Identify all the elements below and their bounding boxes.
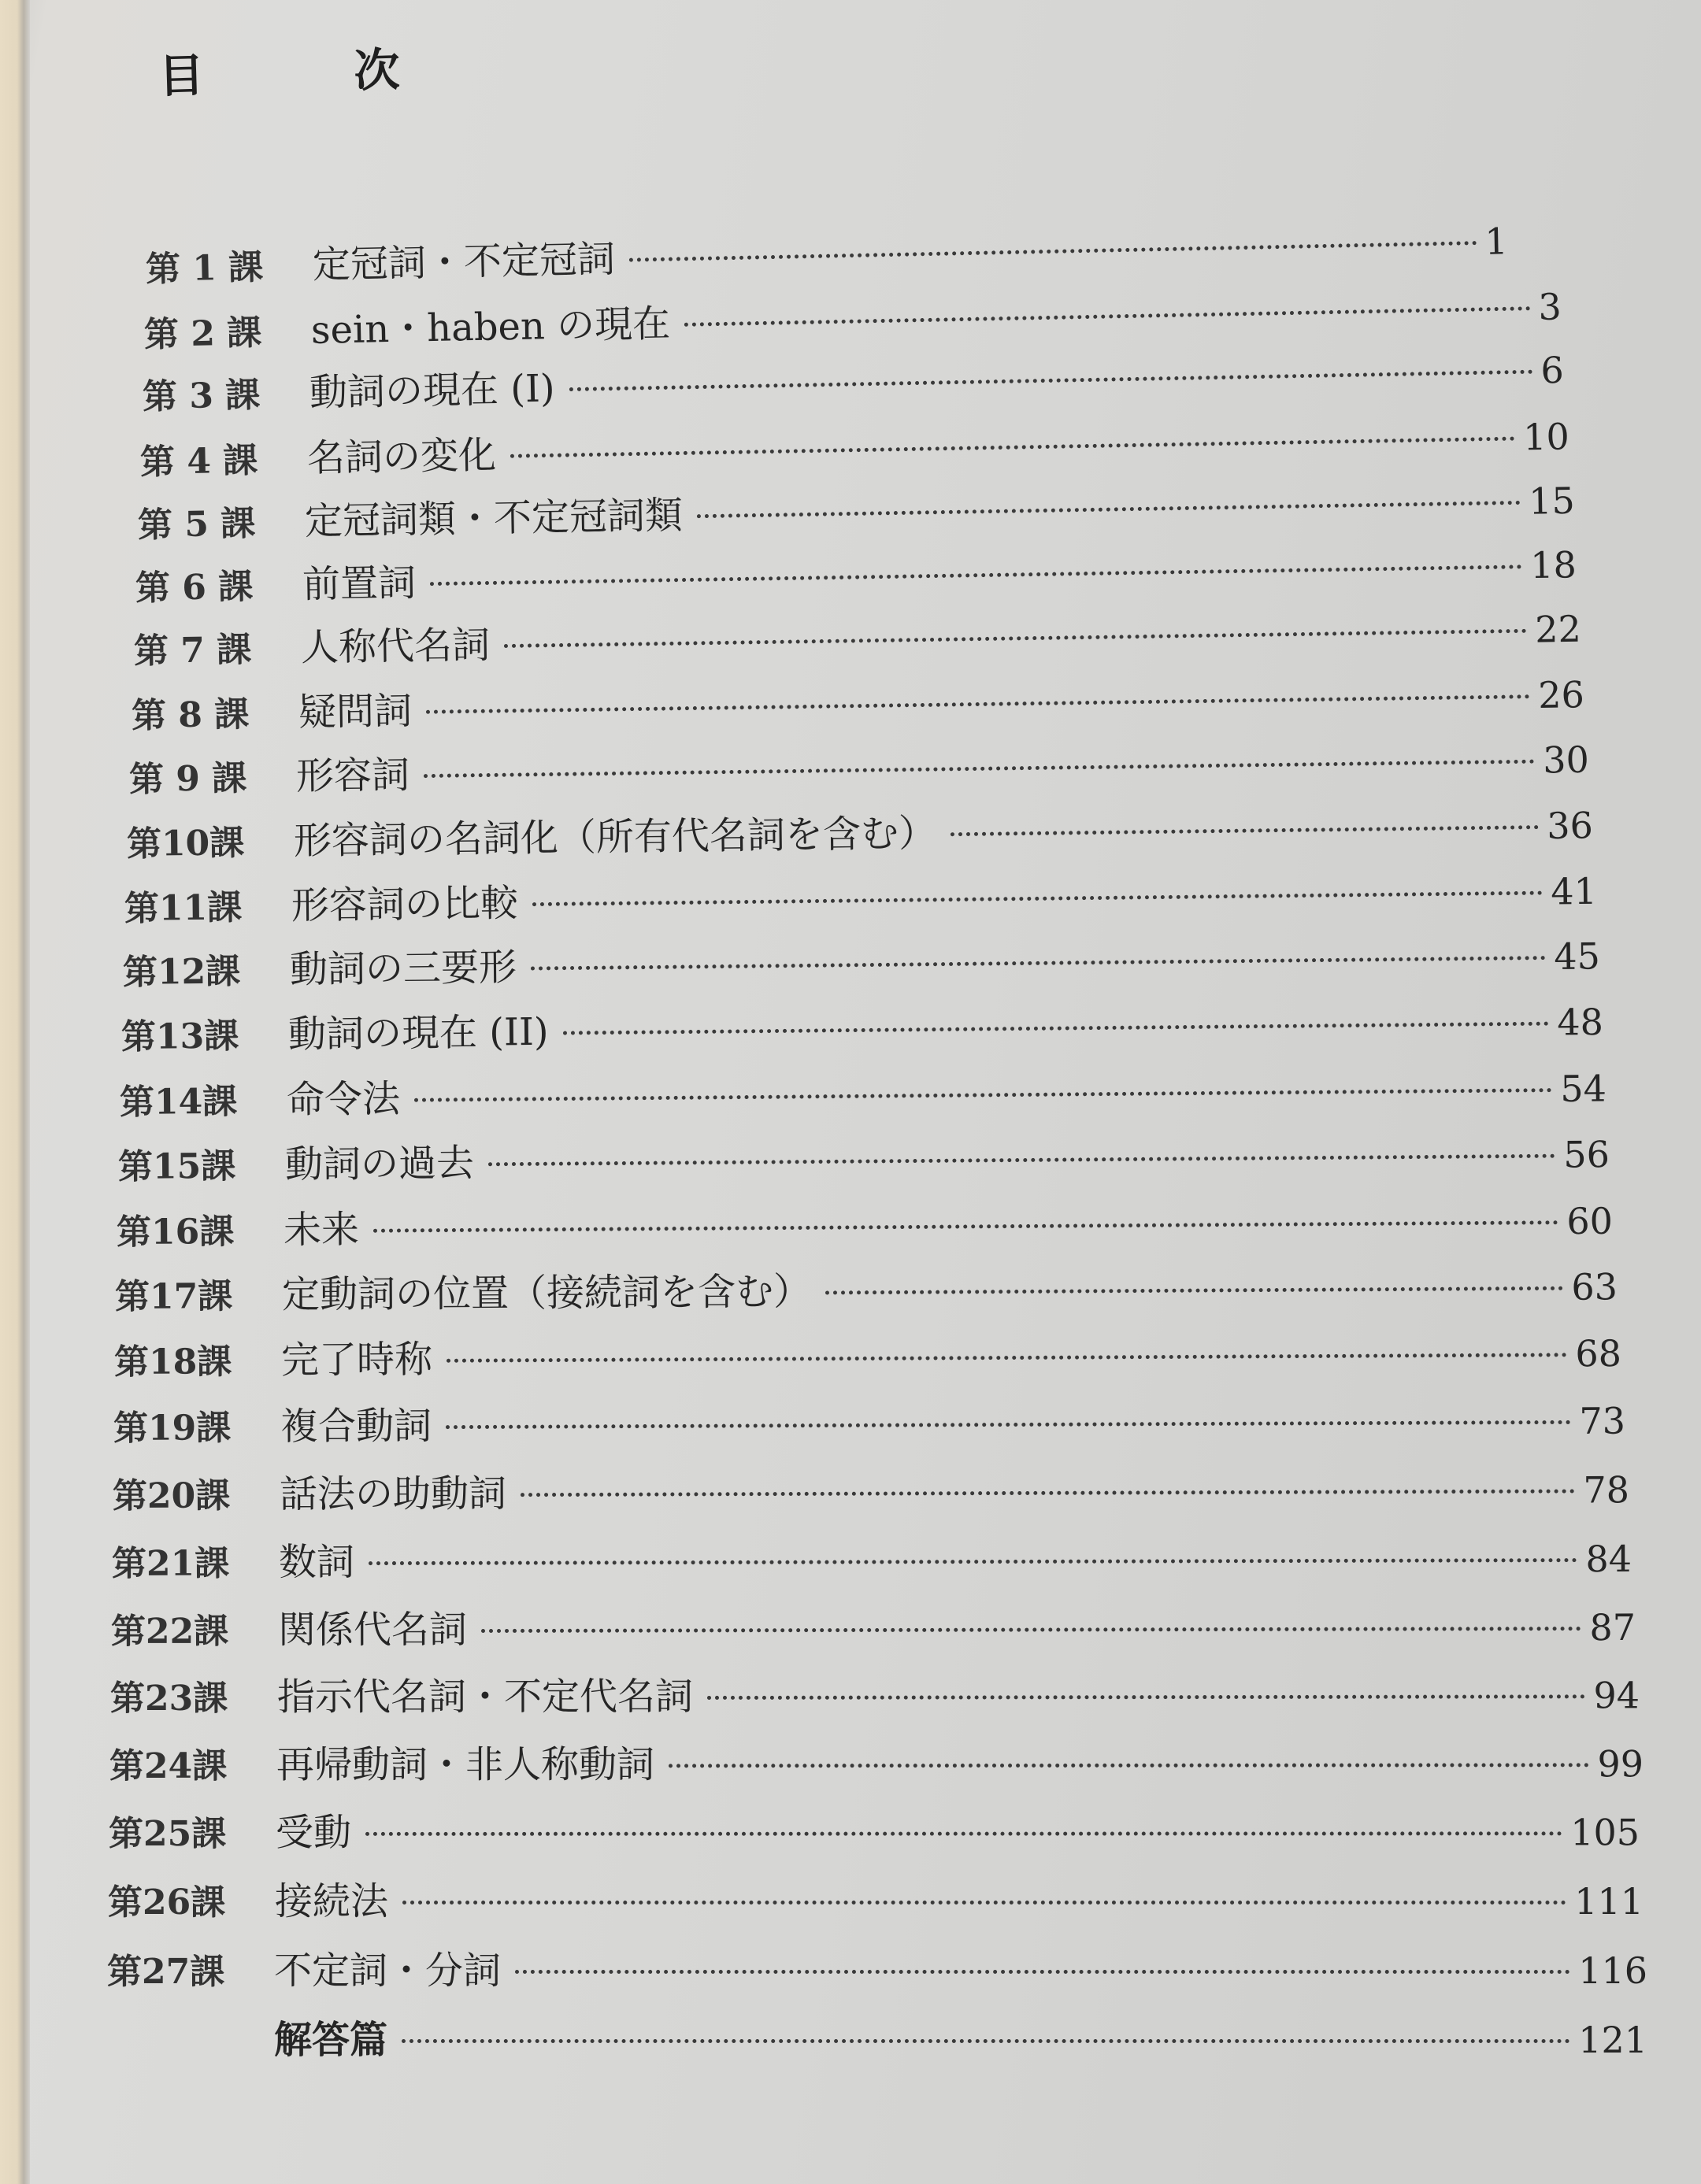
page-number: 6 bbox=[1540, 348, 1565, 392]
toc-entry bbox=[127, 797, 1594, 872]
lesson-title: 複合動詞 bbox=[280, 1404, 432, 1449]
toc-entry bbox=[114, 1325, 1621, 1390]
page-number: 3 bbox=[1537, 285, 1562, 329]
lesson-number: 第15課 bbox=[117, 1146, 236, 1187]
lesson-title: 動詞の三要形 bbox=[289, 945, 517, 992]
page-number: 60 bbox=[1566, 1199, 1614, 1243]
toc-entry bbox=[107, 1942, 1647, 1999]
dot-leader bbox=[563, 1022, 1550, 1035]
lesson-number: 第11課 bbox=[124, 887, 243, 929]
dot-leader bbox=[684, 306, 1530, 327]
lesson-title: 命令法 bbox=[286, 1076, 401, 1123]
dot-leader bbox=[531, 956, 1546, 971]
lesson-title: 動詞の過去 bbox=[284, 1141, 475, 1187]
page-number: 22 bbox=[1534, 607, 1582, 651]
toc-entry bbox=[108, 1873, 1644, 1930]
dot-leader bbox=[504, 629, 1527, 648]
toc-entry bbox=[113, 1461, 1629, 1523]
dot-leader bbox=[424, 760, 1535, 778]
page-number: 26 bbox=[1537, 673, 1585, 717]
lesson-title: 名詞の変化 bbox=[306, 433, 497, 481]
toc-entry bbox=[131, 666, 1584, 743]
page-number: 48 bbox=[1557, 1000, 1604, 1044]
lesson-title: 再帰動詞・非人称動詞 bbox=[276, 1742, 655, 1787]
dot-leader bbox=[825, 1286, 1563, 1295]
lesson-title: sein・haben の現在 bbox=[310, 302, 671, 353]
dot-leader bbox=[521, 1490, 1575, 1497]
lesson-title: 前置詞 bbox=[302, 561, 417, 607]
dot-leader bbox=[532, 891, 1543, 907]
lesson-number: 第 1 課 bbox=[145, 247, 264, 290]
toc-entry bbox=[113, 1393, 1625, 1456]
lesson-number: 第26課 bbox=[108, 1882, 226, 1923]
toc-entry bbox=[118, 1126, 1610, 1194]
dot-leader bbox=[629, 241, 1477, 262]
lesson-title: 形容詞の名詞化（所有代名詞を含む） bbox=[293, 811, 937, 864]
page-number: 111 bbox=[1574, 1880, 1644, 1923]
dot-leader bbox=[430, 565, 1522, 586]
toc-entry bbox=[121, 994, 1604, 1064]
lesson-title: 完了時称 bbox=[280, 1337, 433, 1383]
page-number: 99 bbox=[1597, 1742, 1644, 1786]
page-number: 1 bbox=[1484, 220, 1509, 263]
page-number: 63 bbox=[1571, 1265, 1618, 1309]
lesson-title: 動詞の現在 (II) bbox=[287, 1009, 549, 1057]
lesson-number: 第 3 課 bbox=[142, 375, 261, 417]
toc-entry bbox=[129, 731, 1590, 807]
toc-entry bbox=[109, 1804, 1640, 1861]
lesson-title: 形容詞 bbox=[295, 753, 410, 799]
page-number: 68 bbox=[1575, 1331, 1622, 1375]
page-number: 30 bbox=[1542, 738, 1590, 782]
lesson-title: 受動 bbox=[275, 1810, 352, 1855]
dot-leader bbox=[697, 501, 1521, 518]
page-number: 84 bbox=[1585, 1537, 1632, 1581]
page-number: 41 bbox=[1551, 869, 1598, 913]
lesson-title: 未来 bbox=[283, 1207, 360, 1253]
lesson-title: 関係代名詞 bbox=[277, 1608, 468, 1653]
page-number: 78 bbox=[1583, 1468, 1630, 1512]
toc-entry bbox=[110, 1667, 1640, 1726]
dot-leader bbox=[669, 1763, 1589, 1768]
lesson-number: 第 7 課 bbox=[133, 629, 252, 672]
lesson-title: 定冠詞類・不定冠詞類 bbox=[304, 493, 684, 544]
toc-entry bbox=[120, 1061, 1607, 1130]
lesson-title: 動詞の現在 (I) bbox=[309, 366, 556, 416]
lesson-title: 指示代名詞・不定代名詞 bbox=[276, 1674, 694, 1719]
lesson-number: 第 6 課 bbox=[135, 566, 254, 609]
dot-leader bbox=[447, 1353, 1567, 1362]
lesson-number: 第 2 課 bbox=[143, 313, 262, 355]
dot-leader bbox=[707, 1694, 1585, 1700]
dot-leader bbox=[402, 1901, 1566, 1905]
toc-entry bbox=[109, 1735, 1644, 1793]
lesson-number: 第18課 bbox=[113, 1342, 232, 1383]
lesson-number: 第14課 bbox=[119, 1081, 238, 1123]
dot-leader bbox=[951, 825, 1539, 836]
lesson-number: 第20課 bbox=[112, 1475, 231, 1516]
lesson-number: 第27課 bbox=[107, 1952, 225, 1992]
lesson-number: 第19課 bbox=[113, 1408, 232, 1449]
page-number: 121 bbox=[1578, 2019, 1647, 2061]
dot-leader bbox=[414, 1088, 1552, 1102]
toc-entry bbox=[115, 1258, 1618, 1324]
lesson-title: 数詞 bbox=[278, 1540, 355, 1585]
dot-leader bbox=[373, 1220, 1558, 1233]
lesson-number: 第 4 課 bbox=[139, 440, 258, 483]
page-number: 54 bbox=[1560, 1067, 1607, 1111]
dot-leader bbox=[426, 694, 1530, 714]
lesson-title: 話法の助動詞 bbox=[279, 1471, 507, 1517]
page-number: 94 bbox=[1593, 1674, 1640, 1717]
toc-entry-answers bbox=[107, 2012, 1647, 2068]
page-number: 36 bbox=[1546, 804, 1594, 847]
lesson-number: 第23課 bbox=[109, 1678, 228, 1719]
dot-leader bbox=[515, 1970, 1570, 1974]
dot-leader bbox=[446, 1420, 1571, 1429]
toc-entry bbox=[124, 863, 1598, 936]
dot-leader bbox=[369, 1558, 1577, 1565]
dot-leader bbox=[365, 1831, 1562, 1836]
toc-entry bbox=[117, 1193, 1613, 1260]
page-number: 45 bbox=[1554, 935, 1601, 978]
lesson-number: 第17課 bbox=[114, 1276, 233, 1317]
lesson-title: 人称代名詞 bbox=[300, 623, 491, 670]
dot-leader bbox=[569, 370, 1533, 391]
page-number: 116 bbox=[1578, 1949, 1647, 1992]
page-number: 73 bbox=[1579, 1399, 1626, 1442]
dot-leader bbox=[402, 2039, 1570, 2043]
toc-entry bbox=[111, 1599, 1636, 1659]
page-number: 18 bbox=[1529, 543, 1577, 587]
page-number: 10 bbox=[1522, 415, 1570, 459]
lesson-title: 形容詞の比較 bbox=[291, 881, 519, 928]
lesson-number: 第12課 bbox=[122, 951, 241, 993]
dot-leader bbox=[510, 437, 1515, 458]
page-number: 105 bbox=[1570, 1811, 1640, 1854]
lesson-number: 第24課 bbox=[109, 1745, 228, 1786]
dot-leader bbox=[481, 1627, 1581, 1633]
lesson-title: 接続法 bbox=[275, 1879, 389, 1923]
lesson-number: 第10課 bbox=[126, 823, 245, 864]
dot-leader bbox=[488, 1154, 1555, 1167]
lesson-number: 第22課 bbox=[110, 1611, 229, 1652]
lesson-title: 定動詞の位置（接続詞を含む） bbox=[281, 1269, 812, 1317]
page-number: 87 bbox=[1589, 1605, 1636, 1649]
lesson-number: 第 5 課 bbox=[137, 503, 256, 546]
lesson-title: 定冠詞・不定冠詞 bbox=[312, 237, 616, 287]
page-title: 目 次 bbox=[158, 41, 468, 103]
lesson-title: 疑問詞 bbox=[298, 689, 413, 735]
page-number: 56 bbox=[1563, 1133, 1610, 1176]
lesson-number: 第13課 bbox=[120, 1016, 239, 1057]
lesson-number: 第21課 bbox=[111, 1543, 230, 1584]
page-number: 15 bbox=[1528, 479, 1576, 523]
lesson-number: 第25課 bbox=[108, 1813, 227, 1854]
lesson-number: 第 9 課 bbox=[128, 758, 247, 800]
toc-entry bbox=[123, 927, 1601, 1000]
lesson-title: 解答篇 bbox=[274, 2018, 388, 2062]
lesson-number: 第 8 課 bbox=[131, 694, 250, 736]
lesson-number: 第16課 bbox=[116, 1211, 235, 1253]
toc-entry bbox=[112, 1531, 1632, 1591]
lesson-title: 不定詞・分詞 bbox=[274, 1949, 502, 1993]
